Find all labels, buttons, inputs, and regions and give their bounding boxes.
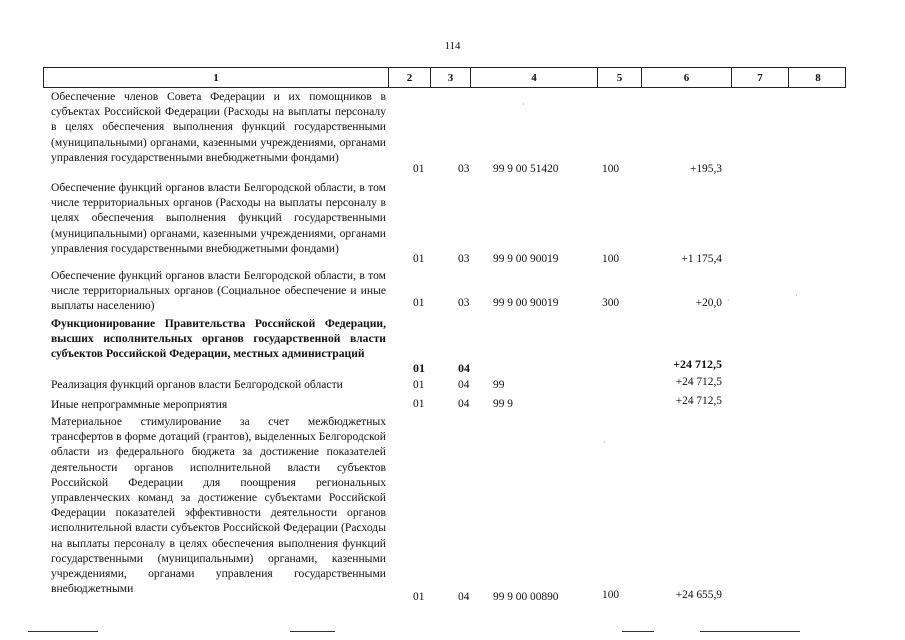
row-sum: +24 712,5 (675, 376, 722, 388)
scan-speck: · (795, 291, 798, 300)
row-description: Реализация функций органов власти Белгородской области (51, 378, 343, 391)
bottom-rule (700, 631, 800, 632)
row-rz: 01 (413, 253, 425, 265)
header-col-5: 5 (598, 68, 642, 87)
row-rz: 01 (413, 297, 425, 309)
row-sum: +24 712,5 (673, 357, 722, 371)
table-header (43, 67, 846, 88)
row-description: Обеспечение функций органов власти Белгородской области, в том числе территориальных органов (Расходы на выплаты персоналу в целях обеспечения выполнения функций государственными (муниципальными) органами, казенными учреждениями, органами управления государственными внебюджетными фондами) (51, 181, 386, 255)
header-col-1: 1 (44, 68, 389, 87)
page-number: 114 (444, 40, 461, 52)
row-vr: 300 (602, 297, 620, 309)
row-pr: 03 (458, 253, 470, 265)
row-sum: +20,0 (695, 297, 722, 309)
row-description: Материальное стимулирование за счет межбюджетных трансфертов в форме дотаций (грантов), выделенных Белгородской области из федерального бюджета за достижение показателей деятельности органов исполнительной власти субъектов Российской Федерации для поощрения региональных управленческих команд за достижение субъектами Российской Федерации показателей эффективности деятельности органов исполнительной власти субъектов Российской Федерации (Расходы на выплаты персоналу в целях обеспечения выполнения функций государственными (муниципальными) органами, казенными учреждениями, органами управления государственными внебюджетными (51, 415, 386, 596)
row-rz: 01 (413, 591, 425, 603)
row-csr: 99 9 (493, 398, 513, 410)
header-col-8: 8 (815, 71, 821, 84)
row-sum: +195,3 (689, 163, 722, 175)
row-rz: 01 (413, 398, 425, 410)
row-pr: 04 (458, 591, 470, 603)
row-csr: 99 9 00 51420 (493, 163, 559, 175)
row-pr: 04 (458, 379, 470, 391)
row-csr: 99 9 00 90019 (493, 297, 559, 309)
header-col-2: 2 (389, 68, 431, 87)
row-description: Обеспечение функций органов власти Белгородской области, в том числе территориальных органов (Социальное обеспечение и иные выплаты населению) (51, 269, 386, 313)
bottom-rule (290, 631, 335, 632)
scan-speck: · (522, 100, 525, 109)
row-csr: 99 9 00 00890 (493, 591, 559, 603)
row-description: Обеспечение членов Совета Федерации и их помощников в субъектах Российской Федерации (Расходы на выплаты персоналу в целях обеспечения выполнения функций государственными (муниципальными) органами, казенными учреждениями, органами управления государственными внебюджетными фондами) (51, 90, 386, 164)
header-col-3: 3 (431, 68, 471, 87)
row-csr: 99 (493, 379, 505, 391)
bottom-rule (622, 631, 654, 632)
bottom-rule (28, 631, 98, 632)
row-pr: 04 (458, 361, 470, 375)
row-sum: +24 712,5 (675, 395, 722, 407)
row-pr: 03 (458, 297, 470, 309)
row-pr: 03 (458, 163, 470, 175)
row-rz: 01 (413, 361, 425, 375)
row-rz: 01 (413, 379, 425, 391)
header-col-6: 6 (642, 68, 732, 87)
row-description: Функционирование Правительства Российской Федерации, высших исполнительных органов государственной власти субъектов Российской Федерации, местных администраций (51, 317, 386, 361)
header-col-7: 7 (732, 68, 789, 87)
row-vr: 100 (602, 589, 620, 601)
row-pr: 04 (458, 398, 470, 410)
header-col-4: 4 (471, 68, 598, 87)
row-rz: 01 (413, 163, 425, 175)
row-description: Иные непрограммные мероприятия (51, 398, 228, 411)
row-vr: 100 (602, 253, 620, 265)
row-sum: +24 655,9 (675, 589, 722, 601)
scan-speck: · (727, 296, 730, 305)
row-vr: 100 (602, 163, 620, 175)
row-sum: +1 175,4 (681, 253, 722, 265)
scan-speck: · (603, 438, 606, 447)
row-csr: 99 9 00 90019 (493, 253, 559, 265)
